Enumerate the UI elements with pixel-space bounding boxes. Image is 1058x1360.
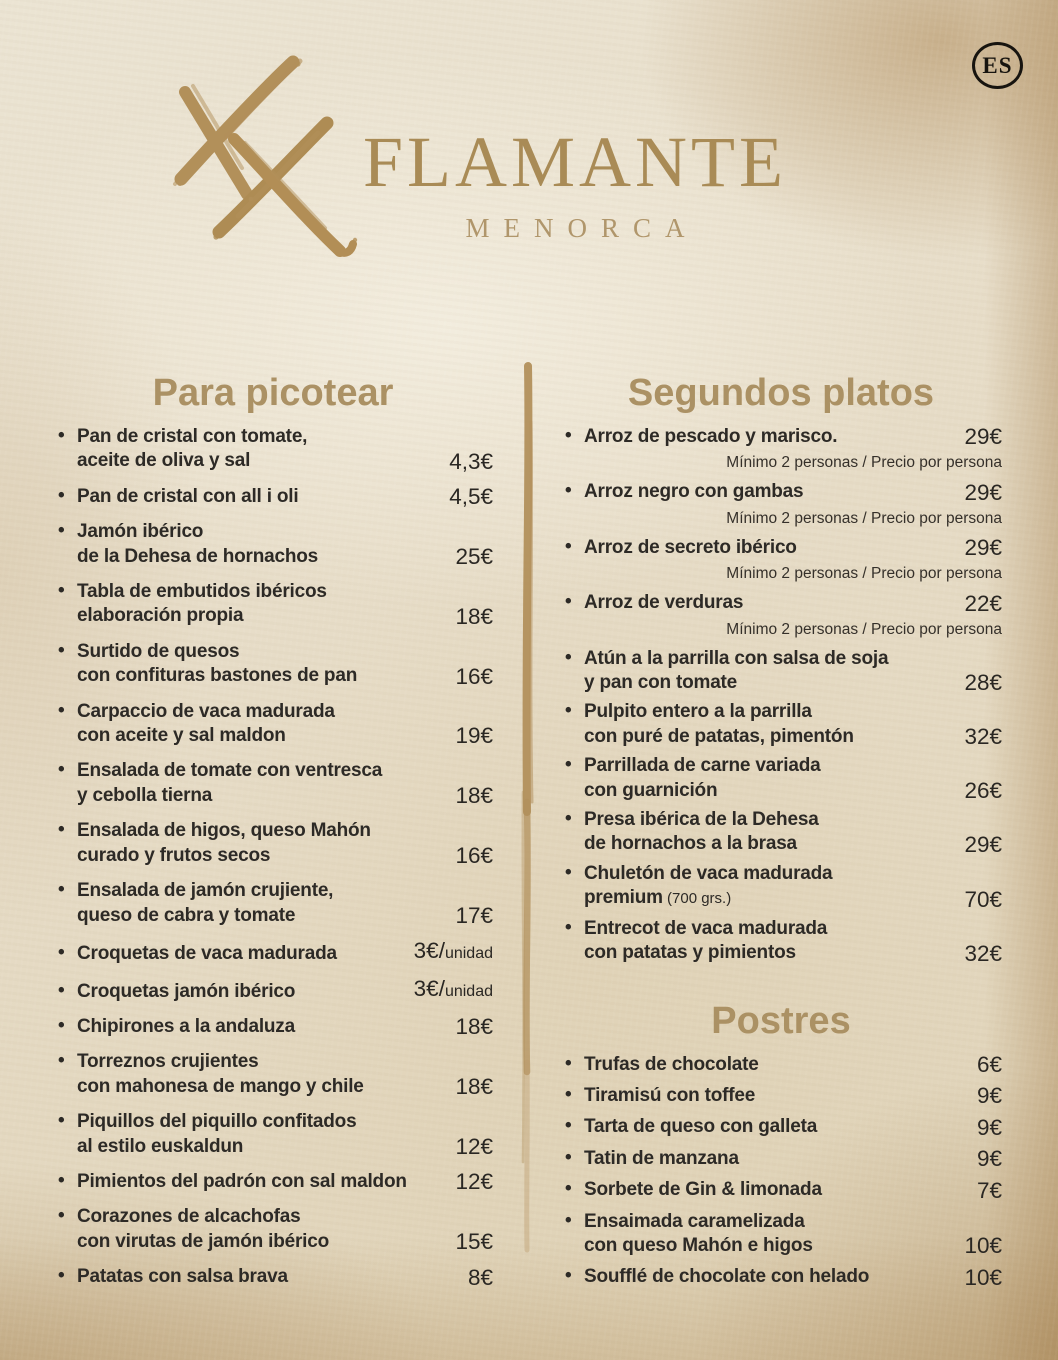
item-price: 32€ bbox=[964, 940, 1002, 966]
menu-item bbox=[53, 1205, 493, 1254]
item-line: Croquetas jamón ibérico bbox=[77, 980, 296, 1002]
para-picotear-title: Para picotear bbox=[152, 372, 394, 414]
bullet-icon: • bbox=[58, 819, 65, 841]
item-line: con confituras bastones de pan bbox=[77, 665, 358, 687]
bullet-icon: • bbox=[58, 580, 65, 602]
item-line: con guarnición bbox=[584, 779, 718, 801]
menu-item-name bbox=[560, 1265, 869, 1289]
menu-item-name bbox=[560, 1147, 739, 1171]
bullet-icon: • bbox=[58, 759, 65, 781]
menu-item bbox=[53, 819, 493, 868]
item-price: 4,5€ bbox=[449, 484, 493, 510]
item-price: 9€ bbox=[976, 1146, 1002, 1172]
menu-item-name bbox=[560, 808, 819, 857]
bullet-icon: • bbox=[58, 425, 65, 446]
menu-item-name bbox=[53, 580, 327, 629]
item-line: Arroz de pescado y marisco. bbox=[584, 426, 838, 447]
item-line: Ensaimada caramelizada bbox=[584, 1210, 805, 1232]
menu-item-name bbox=[560, 1210, 813, 1259]
brand-header bbox=[300, 122, 850, 244]
menu-item-name bbox=[53, 1050, 364, 1099]
item-line: curado y frutos secos bbox=[77, 844, 271, 866]
menu-item bbox=[53, 1110, 493, 1159]
bullet-icon: • bbox=[565, 1265, 572, 1287]
bullet-icon: • bbox=[565, 1209, 572, 1231]
item-line: Pan de cristal con tomate, bbox=[77, 426, 308, 447]
item-line: elaboración propia bbox=[77, 605, 244, 627]
menu-item bbox=[560, 1115, 1002, 1139]
item-line: Tiramisú con toffee bbox=[584, 1084, 756, 1106]
menu-item bbox=[560, 425, 1002, 449]
section-postres bbox=[560, 1000, 1002, 1290]
item-price: 8€ bbox=[467, 1264, 493, 1290]
menu-item bbox=[560, 1053, 1002, 1077]
menu-item-name bbox=[53, 1265, 288, 1289]
item-price: 15€ bbox=[455, 1229, 493, 1255]
item-line: Ensalada de higos, queso Mahón bbox=[77, 820, 371, 842]
item-line: Soufflé de chocolate con helado bbox=[584, 1266, 870, 1288]
bullet-icon: • bbox=[565, 861, 572, 883]
item-line: Presa ibérica de la Dehesa bbox=[584, 809, 819, 831]
item-line: Piquillos del piquillo confitados bbox=[77, 1111, 357, 1133]
column-left bbox=[53, 372, 493, 1301]
item-line: Corazones de alcachofas bbox=[77, 1206, 301, 1228]
bullet-icon: • bbox=[58, 1205, 65, 1227]
item-line: Tarta de queso con galleta bbox=[584, 1116, 818, 1138]
menu-item-name bbox=[53, 1110, 356, 1159]
item-line: Entrecot de vaca madurada bbox=[584, 917, 828, 939]
item-line: al estilo euskaldun bbox=[77, 1135, 244, 1157]
item-price: 29€ bbox=[964, 535, 1002, 561]
menu-item bbox=[53, 1170, 493, 1194]
bullet-icon: • bbox=[58, 699, 65, 721]
menu-item-name bbox=[560, 862, 832, 912]
menu-item-name bbox=[560, 647, 888, 696]
menu-item-name bbox=[560, 425, 837, 449]
item-line: Croquetas de vaca madurada bbox=[77, 942, 337, 964]
item-price: 9€ bbox=[976, 1083, 1002, 1109]
menu-item-name bbox=[53, 640, 357, 689]
menu-item-name bbox=[53, 1015, 295, 1039]
menu-item-name bbox=[53, 485, 298, 509]
column-right bbox=[560, 372, 1002, 1297]
menu-item bbox=[560, 754, 1002, 803]
menu-item-name bbox=[560, 591, 743, 615]
menu-item-name bbox=[53, 520, 318, 569]
menu-item bbox=[560, 1210, 1002, 1259]
menu-item-name bbox=[560, 1115, 817, 1139]
item-price: 70€ bbox=[964, 886, 1002, 912]
item-line: Chipirones a la andaluza bbox=[77, 1015, 295, 1037]
menu-item bbox=[53, 977, 493, 1004]
menu-item bbox=[53, 485, 493, 509]
item-line: aceite de oliva y sal bbox=[77, 450, 251, 472]
item-price: 4,3€ bbox=[449, 448, 493, 474]
item-price: 9€ bbox=[976, 1114, 1002, 1140]
item-price: 16€ bbox=[455, 843, 493, 869]
item-line: Jamón ibérico bbox=[77, 521, 204, 543]
menu-item-name bbox=[560, 700, 854, 749]
item-price: 29€ bbox=[964, 479, 1002, 505]
bullet-icon: • bbox=[565, 1052, 572, 1074]
item-line: de la Dehesa de hornachos bbox=[77, 545, 319, 567]
menu-item bbox=[53, 939, 493, 966]
brand-subtitle: MENORCA bbox=[465, 213, 699, 243]
item-note: Mínimo 2 personas / Precio por persona bbox=[726, 565, 1002, 583]
item-line: Atún a la parrilla con salsa de soja bbox=[584, 647, 889, 669]
item-note: Mínimo 2 personas / Precio por persona bbox=[726, 620, 1002, 638]
bullet-icon: • bbox=[58, 1265, 65, 1287]
bullet-icon: • bbox=[565, 1083, 572, 1105]
item-price: 29€ bbox=[964, 424, 1002, 450]
item-price: 3€/unidad bbox=[413, 975, 493, 1001]
column-divider bbox=[516, 362, 540, 1264]
segundos-platos-title: Segundos platos bbox=[627, 372, 935, 414]
menu-item bbox=[53, 759, 493, 808]
item-line: Sorbete de Gin & limonada bbox=[584, 1179, 822, 1201]
bullet-icon: • bbox=[565, 591, 572, 613]
item-line: con aceite y sal maldon bbox=[77, 725, 286, 747]
item-price-unit: unidad bbox=[444, 982, 493, 1000]
menu-item-name bbox=[560, 480, 803, 504]
bullet-icon: • bbox=[565, 916, 572, 938]
item-line: con mahonesa de mango y chile bbox=[77, 1075, 364, 1097]
menu-item-name bbox=[53, 700, 335, 749]
menu-item-name bbox=[53, 942, 337, 966]
menu-item bbox=[560, 536, 1002, 560]
menu-item bbox=[560, 808, 1002, 857]
item-price: 22€ bbox=[964, 590, 1002, 616]
bullet-icon: • bbox=[565, 700, 572, 722]
item-price: 18€ bbox=[455, 1074, 493, 1100]
bullet-icon: • bbox=[58, 941, 65, 963]
bullet-icon: • bbox=[565, 480, 572, 502]
menu-item bbox=[560, 591, 1002, 615]
menu-item-name bbox=[560, 754, 820, 803]
item-price-unit: unidad bbox=[444, 944, 493, 962]
section-segundos-platos bbox=[560, 372, 1002, 966]
menu-item bbox=[53, 700, 493, 749]
menu-item bbox=[53, 580, 493, 629]
bullet-icon: • bbox=[565, 646, 572, 668]
menu-item-name bbox=[560, 536, 797, 560]
item-line: con patatas y pimientos bbox=[584, 942, 796, 964]
item-price: 12€ bbox=[455, 1133, 493, 1159]
item-price: 18€ bbox=[455, 1014, 493, 1040]
item-line: Pan de cristal con all i oli bbox=[77, 485, 299, 507]
item-line: Arroz de secreto ibérico bbox=[584, 536, 797, 558]
item-price: 25€ bbox=[455, 544, 493, 570]
menu-item-name bbox=[53, 759, 382, 808]
bullet-icon: • bbox=[58, 1169, 65, 1191]
bullet-icon: • bbox=[58, 520, 65, 542]
item-line: Tabla de embutidos ibéricos bbox=[77, 581, 327, 603]
menu-item-name bbox=[560, 1053, 759, 1077]
menu-item-name bbox=[560, 1084, 755, 1108]
item-line: Arroz de verduras bbox=[584, 592, 744, 614]
item-price: 29€ bbox=[964, 831, 1002, 857]
item-line: queso de cabra y tomate bbox=[77, 904, 296, 926]
item-line: y pan con tomate bbox=[584, 672, 738, 694]
language-badge-label: ES bbox=[982, 52, 1013, 78]
item-line: de hornachos a la brasa bbox=[584, 833, 797, 855]
menu-item-name bbox=[53, 425, 307, 474]
item-price: 3€/unidad bbox=[413, 937, 493, 963]
menu-item-name bbox=[53, 879, 333, 928]
item-line: Trufas de chocolate bbox=[584, 1053, 759, 1075]
menu-item-name bbox=[53, 1170, 407, 1194]
item-price: 7€ bbox=[976, 1177, 1002, 1203]
bullet-icon: • bbox=[58, 979, 65, 1001]
item-line: Pulpito entero a la parrilla bbox=[584, 701, 812, 723]
item-note: Mínimo 2 personas / Precio por persona bbox=[726, 509, 1002, 527]
bullet-icon: • bbox=[565, 1115, 572, 1137]
item-line: Tatin de manzana bbox=[584, 1147, 739, 1169]
item-line: Carpaccio de vaca madurada bbox=[77, 700, 335, 722]
item-price: 19€ bbox=[455, 723, 493, 749]
item-line: Chuletón de vaca madurada bbox=[584, 862, 833, 884]
menu-item bbox=[53, 1015, 493, 1039]
item-note: Mínimo 2 personas / Precio por persona bbox=[726, 454, 1002, 472]
language-badge bbox=[972, 42, 1023, 89]
item-line: Torreznos crujientes bbox=[77, 1051, 259, 1073]
item-line: y cebolla tierna bbox=[77, 784, 213, 806]
item-line: con queso Mahón e higos bbox=[584, 1234, 813, 1256]
menu-item bbox=[53, 1050, 493, 1099]
menu-item bbox=[560, 480, 1002, 504]
menu-item bbox=[560, 1178, 1002, 1202]
bullet-icon: • bbox=[565, 535, 572, 557]
menu-item bbox=[53, 640, 493, 689]
item-price: 32€ bbox=[964, 724, 1002, 750]
menu-item-name bbox=[560, 917, 827, 966]
item-line: Pimientos del padrón con sal maldon bbox=[77, 1170, 407, 1192]
menu-item bbox=[560, 1147, 1002, 1171]
item-price: 12€ bbox=[455, 1169, 493, 1195]
item-line: Arroz negro con gambas bbox=[584, 481, 804, 503]
item-line: premium (700 grs.) bbox=[584, 887, 732, 909]
bullet-icon: • bbox=[565, 808, 572, 830]
item-line: con puré de patatas, pimentón bbox=[584, 725, 854, 747]
item-price: 18€ bbox=[455, 603, 493, 629]
menu-item bbox=[53, 425, 493, 474]
bullet-icon: • bbox=[565, 1178, 572, 1200]
item-price: 10€ bbox=[964, 1264, 1002, 1290]
brand-title: FLAMANTE bbox=[363, 122, 787, 202]
item-line: Ensalada de tomate con ventresca bbox=[77, 760, 383, 782]
item-price: 17€ bbox=[455, 902, 493, 928]
menu-item bbox=[560, 700, 1002, 749]
section-para-picotear bbox=[53, 372, 493, 1290]
bullet-icon: • bbox=[58, 1050, 65, 1072]
menu-item-name bbox=[53, 819, 371, 868]
menu-item bbox=[53, 1265, 493, 1289]
bullet-icon: • bbox=[565, 754, 572, 776]
item-line-detail: (700 grs.) bbox=[662, 890, 732, 908]
menu-item bbox=[560, 1265, 1002, 1289]
item-price: 10€ bbox=[964, 1233, 1002, 1259]
item-price: 28€ bbox=[964, 670, 1002, 696]
menu-item bbox=[560, 1084, 1002, 1108]
item-price: 16€ bbox=[455, 663, 493, 689]
menu-item-name bbox=[53, 980, 295, 1004]
menu-item bbox=[53, 879, 493, 928]
bullet-icon: • bbox=[565, 425, 572, 446]
item-price: 6€ bbox=[976, 1051, 1002, 1077]
bullet-icon: • bbox=[58, 639, 65, 661]
item-price: 18€ bbox=[455, 783, 493, 809]
bullet-icon: • bbox=[58, 879, 65, 901]
item-line: Surtido de quesos bbox=[77, 640, 240, 662]
postres-title: Postres bbox=[711, 999, 851, 1042]
menu-item bbox=[53, 520, 493, 569]
menu-item-name bbox=[53, 1205, 329, 1254]
menu-item bbox=[560, 862, 1002, 912]
bullet-icon: • bbox=[58, 484, 65, 506]
item-price: 26€ bbox=[964, 778, 1002, 804]
menu-item-name bbox=[560, 1178, 822, 1202]
menu-item bbox=[560, 647, 1002, 696]
bullet-icon: • bbox=[58, 1110, 65, 1132]
item-line: con virutas de jamón ibérico bbox=[77, 1230, 330, 1252]
bullet-icon: • bbox=[565, 1146, 572, 1168]
item-line: Ensalada de jamón crujiente, bbox=[77, 880, 334, 902]
bullet-icon: • bbox=[58, 1014, 65, 1036]
menu-item bbox=[560, 917, 1002, 966]
item-line: Parrillada de carne variada bbox=[584, 755, 821, 777]
item-line: Patatas con salsa brava bbox=[77, 1266, 288, 1288]
